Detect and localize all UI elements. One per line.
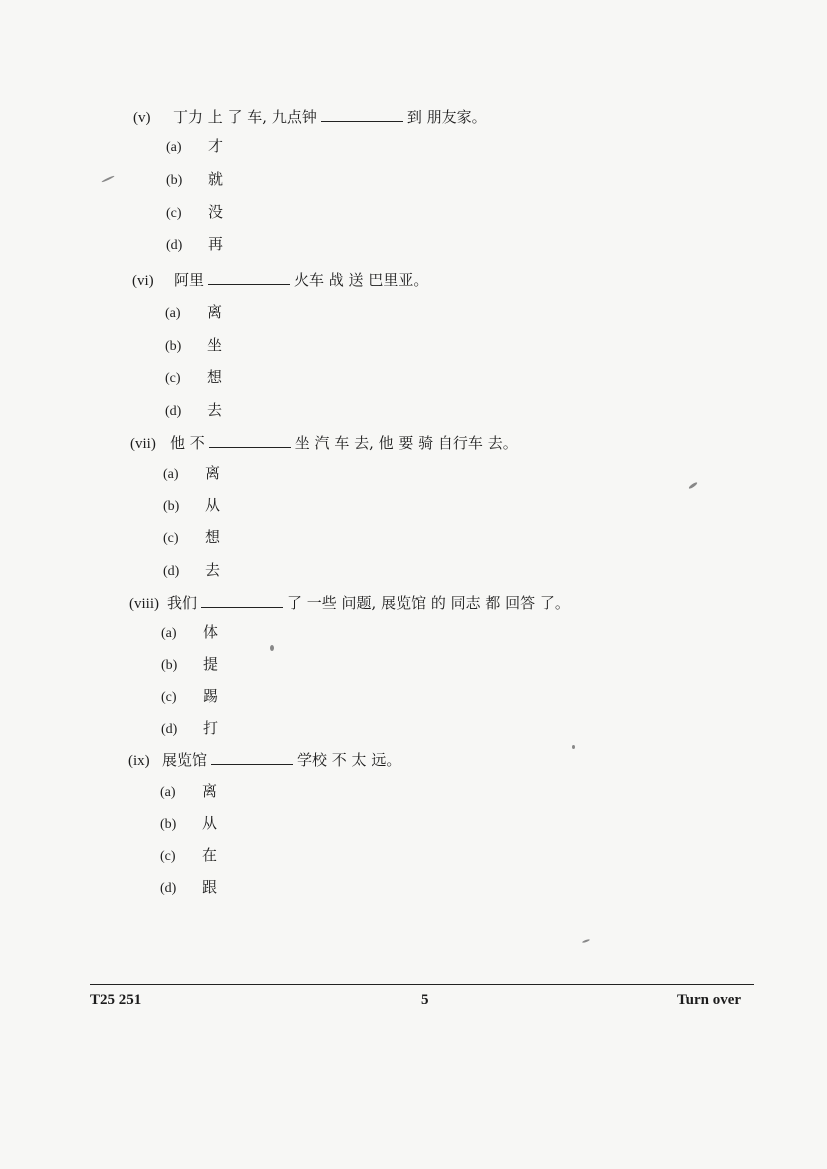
option-text: 从 xyxy=(202,814,218,832)
answer-blank xyxy=(208,268,290,285)
answer-blank xyxy=(201,591,283,608)
option-item xyxy=(166,200,223,224)
option-item xyxy=(166,232,223,256)
option-item xyxy=(165,398,222,422)
option-item xyxy=(165,300,222,324)
paper-code: T25 251 xyxy=(90,992,142,1008)
question-text-before: 展览馆 xyxy=(162,751,208,769)
answer-blank xyxy=(321,105,403,122)
option-item xyxy=(161,620,218,644)
option-letter: (c) xyxy=(161,690,177,705)
option-text: 体 xyxy=(203,623,219,641)
option-item xyxy=(165,365,222,389)
question-stem xyxy=(133,105,487,129)
scan-speck xyxy=(270,645,274,651)
option-item xyxy=(161,652,218,676)
question-text-before: 他 不 xyxy=(170,434,205,452)
option-letter: (b) xyxy=(166,173,183,188)
option-text: 去 xyxy=(205,561,221,579)
question-text-before: 阿里 xyxy=(174,271,205,289)
option-text: 离 xyxy=(202,782,218,800)
question-number: (vii) xyxy=(130,436,156,452)
option-letter: (d) xyxy=(166,238,183,253)
option-item xyxy=(166,134,223,158)
option-text: 才 xyxy=(208,137,224,155)
option-item xyxy=(160,779,217,803)
scan-speck xyxy=(582,939,590,944)
option-letter: (c) xyxy=(160,849,176,864)
option-item xyxy=(160,843,217,867)
question-stem xyxy=(130,431,518,455)
turn-over-label: Turn over xyxy=(677,992,742,1008)
option-letter: (d) xyxy=(160,881,177,896)
question-stem xyxy=(128,748,401,772)
option-letter: (d) xyxy=(165,404,182,419)
option-text: 从 xyxy=(205,496,221,514)
scan-speck xyxy=(101,175,115,183)
option-letter: (a) xyxy=(166,140,182,155)
option-letter: (c) xyxy=(166,206,182,221)
option-letter: (c) xyxy=(165,371,181,386)
option-text: 想 xyxy=(205,528,221,546)
option-letter: (b) xyxy=(165,339,182,354)
option-letter: (a) xyxy=(163,467,179,482)
option-text: 就 xyxy=(208,170,224,188)
option-letter: (a) xyxy=(161,626,177,641)
question-text-after: 学校 不 太 远。 xyxy=(297,751,402,769)
option-text: 在 xyxy=(202,846,218,864)
question-stem xyxy=(129,591,570,615)
question-number: (ix) xyxy=(128,753,150,769)
footer-rule xyxy=(90,984,754,985)
question-text-after: 到 朋友家。 xyxy=(406,108,487,126)
option-item xyxy=(163,461,220,485)
question-text-before: 我们 xyxy=(167,594,198,612)
option-item xyxy=(161,716,218,740)
page-number: 5 xyxy=(421,992,429,1008)
option-text: 坐 xyxy=(207,336,223,354)
question-text-after: 了 一些 问题, 展览馆 的 同志 都 回答 了。 xyxy=(287,594,570,612)
scan-speck xyxy=(688,481,698,489)
question-number: (viii) xyxy=(129,596,159,612)
answer-blank xyxy=(211,748,293,765)
option-letter: (b) xyxy=(160,817,177,832)
option-text: 跟 xyxy=(202,878,218,896)
question-text-before: 丁力 上 了 车, 九点钟 xyxy=(173,108,317,126)
option-text: 提 xyxy=(203,655,219,673)
option-letter: (d) xyxy=(163,564,180,579)
option-text: 踢 xyxy=(203,687,219,705)
option-text: 打 xyxy=(203,719,219,737)
option-item xyxy=(163,525,220,549)
question-number: (vi) xyxy=(132,273,154,289)
option-item xyxy=(166,167,223,191)
option-letter: (b) xyxy=(161,658,178,673)
option-text: 离 xyxy=(207,303,223,321)
question-text-after: 火车 战 送 巴里亚。 xyxy=(294,271,429,289)
scan-speck xyxy=(572,745,575,749)
option-text: 再 xyxy=(208,235,224,253)
option-text: 离 xyxy=(205,464,221,482)
option-item xyxy=(160,811,217,835)
option-text: 想 xyxy=(207,368,223,386)
option-letter: (a) xyxy=(165,306,181,321)
option-item xyxy=(163,493,220,517)
question-text-after: 坐 汽 车 去, 他 要 骑 自行车 去。 xyxy=(294,434,518,452)
question-stem xyxy=(132,268,428,292)
option-item xyxy=(160,875,217,899)
option-item xyxy=(163,558,220,582)
option-item xyxy=(161,684,218,708)
option-letter: (c) xyxy=(163,531,179,546)
option-letter: (b) xyxy=(163,499,180,514)
option-text: 去 xyxy=(207,401,223,419)
answer-blank xyxy=(209,431,291,448)
option-item xyxy=(165,333,222,357)
option-letter: (d) xyxy=(161,722,178,737)
option-letter: (a) xyxy=(160,785,176,800)
question-number: (v) xyxy=(133,110,151,126)
option-text: 没 xyxy=(208,203,224,221)
